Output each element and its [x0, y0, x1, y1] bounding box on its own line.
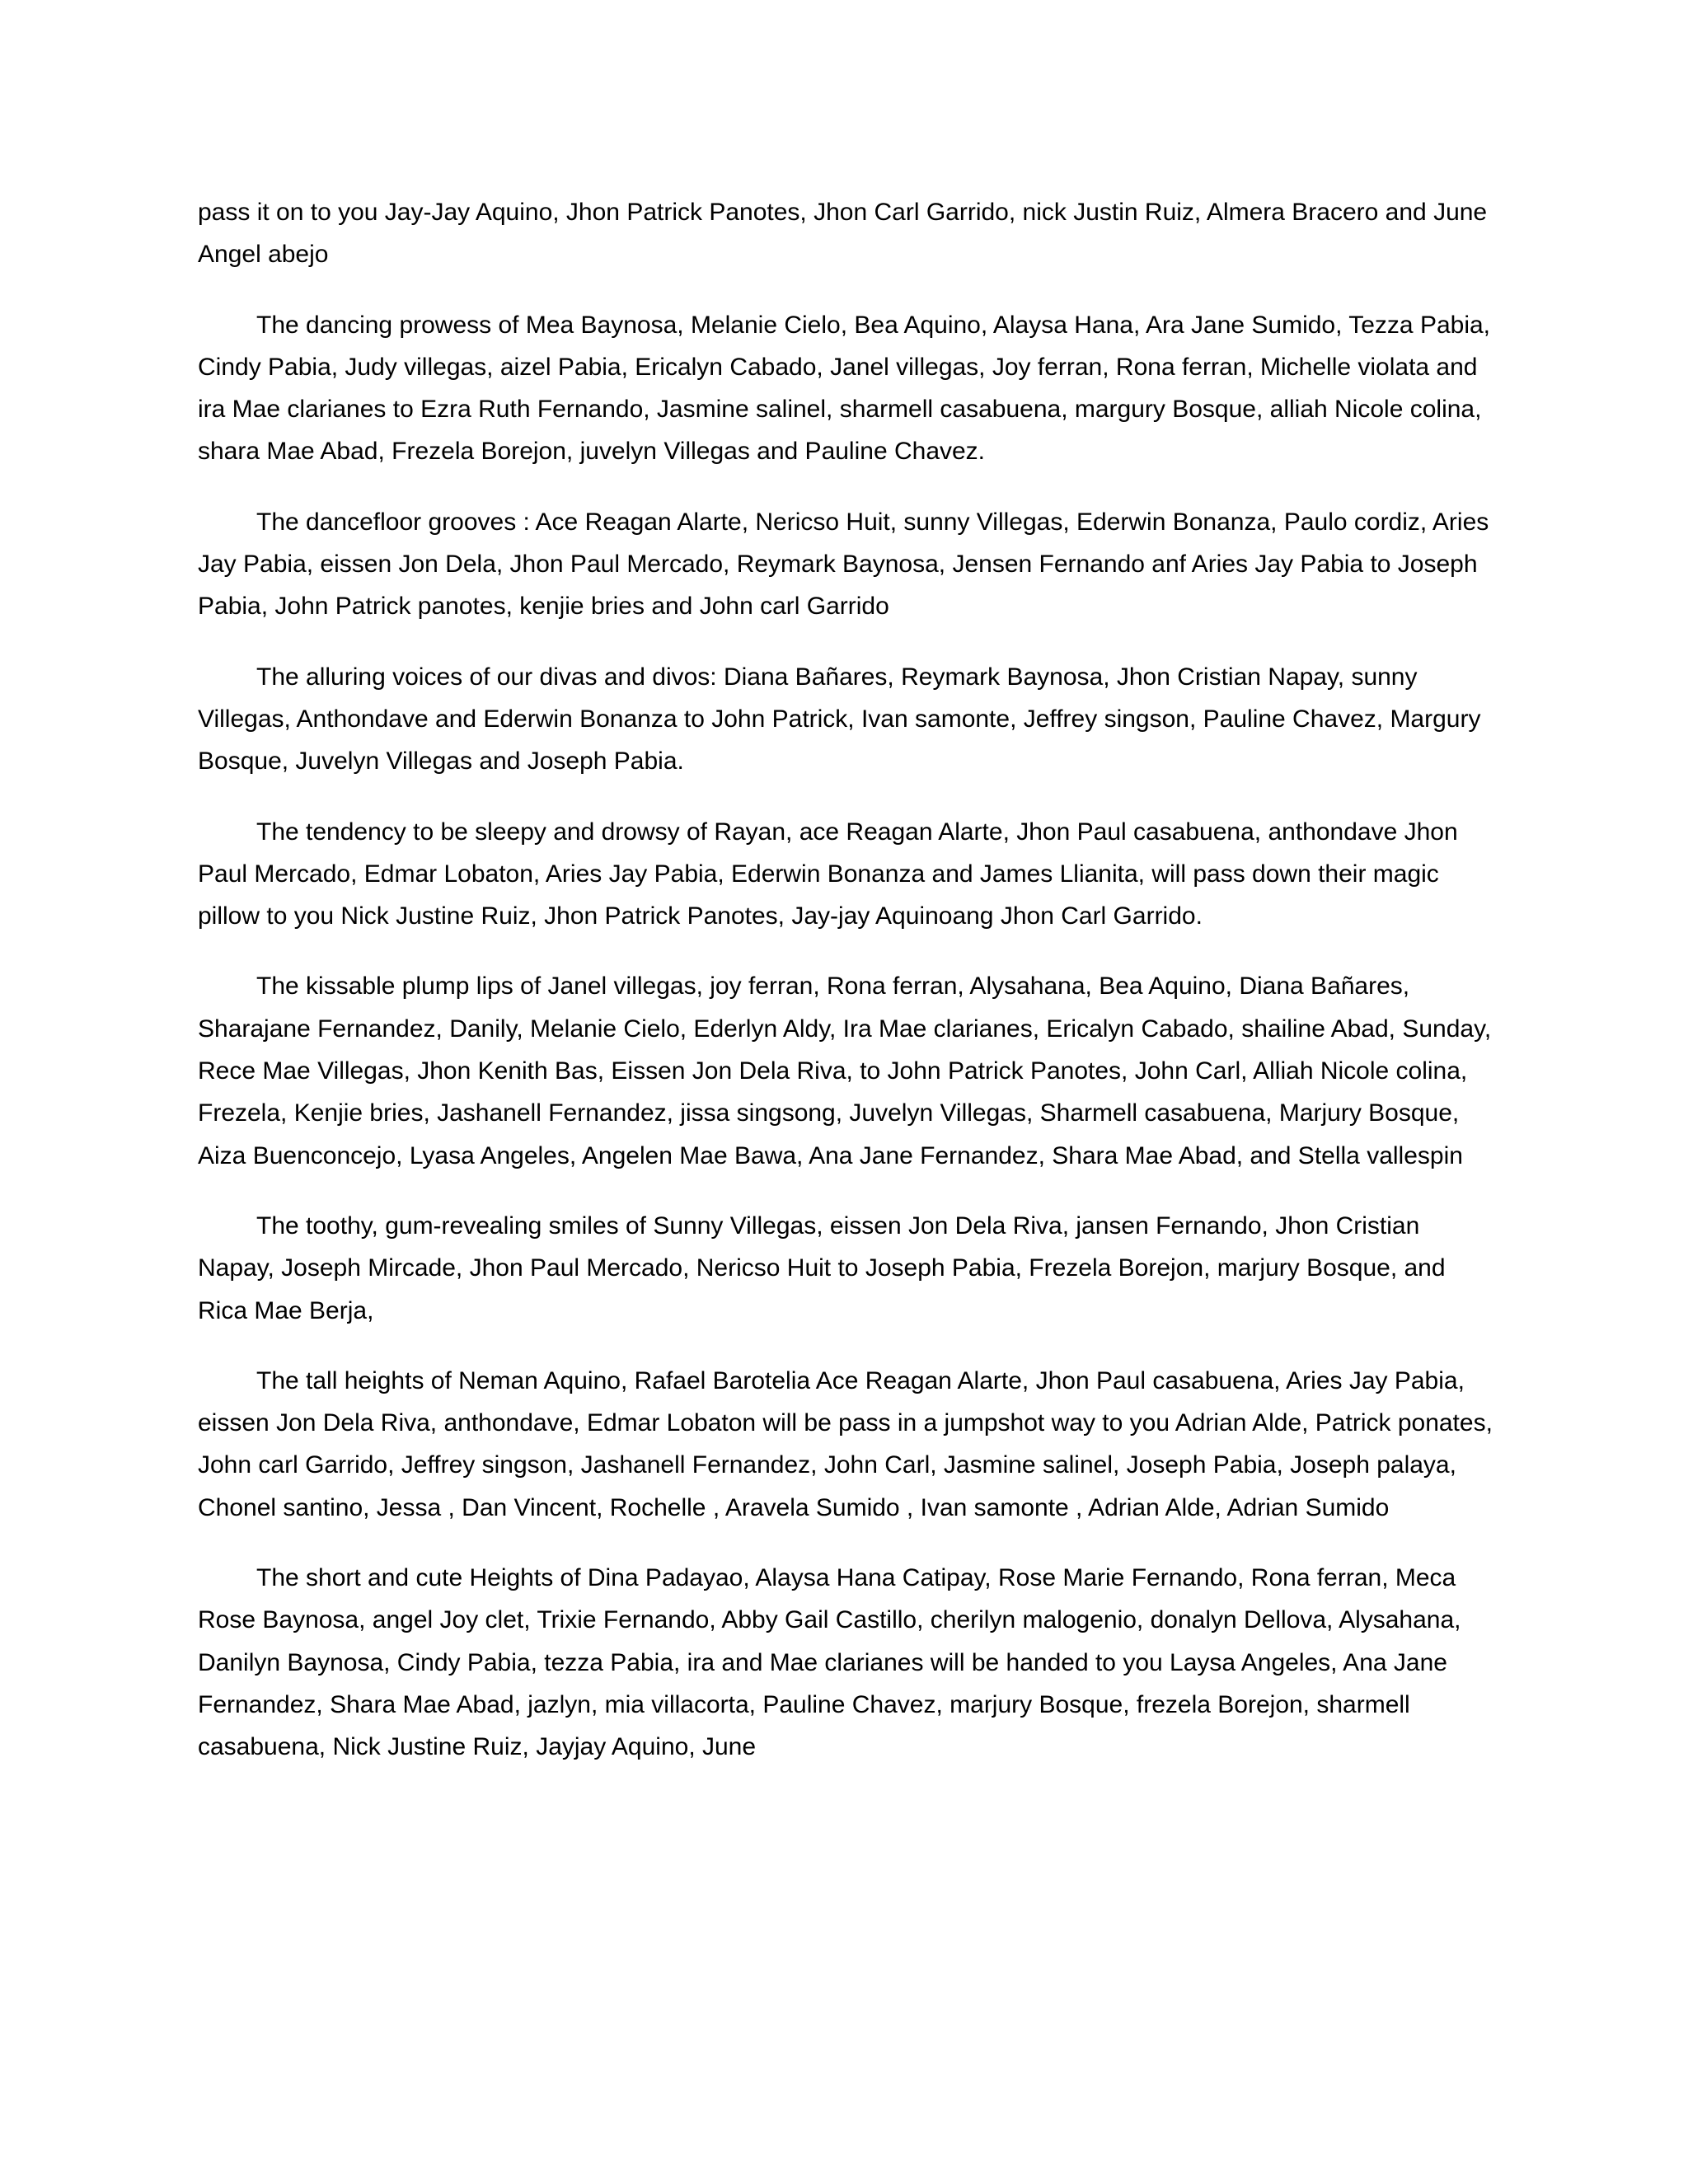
- paragraph-2: The dancing prowess of Mea Baynosa, Melanie Cielo, Bea Aquino, Alaysa Hana, Ara Jane Sumido, Tezza Pabia, Cindy Pabia, Judy villegas, aizel Pabia, Ericalyn Cabado, Janel villegas, Joy ferran, Rona ferran, Michelle violata and ira Mae clarianes to Ezra Ruth Fernando, Jasmine salinel, sharmell casabuena, margury Bosque, alliah Nicole colina, shara Mae Abad, Frezela Borejon, juvelyn Villegas and Pauline Chavez.: [198, 311, 1491, 466]
- paragraph-8: The tall heights of Neman Aquino, Rafael Barotelia Ace Reagan Alarte, Jhon Paul casabuena, Aries Jay Pabia, eissen Jon Dela Riva, anthondave, Edmar Lobaton will be pass in a jumpshot way to you Adrian Alde, Patrick ponates, John carl Garrido, Jeffrey singson, Jashanell Fernandez, John Carl, Jasmine salinel, Joseph Pabia, Joseph palaya, Chonel santino, Jessa , Dan Vincent, Rochelle , Aravela Sumido , Ivan samonte , Adrian Alde, Adrian Sumido: [198, 1366, 1493, 1521]
- paragraph-7: The toothy, gum-revealing smiles of Sunny Villegas, eissen Jon Dela Riva, jansen Fernando, Jhon Cristian Napay, Joseph Mircade, Jhon Paul Mercado, Nericso Huit to Joseph Pabia, Frezela Borejon, marjury Bosque, and Rica Mae Berja,: [198, 1212, 1446, 1324]
- paragraph-4: The alluring voices of our divas and divos: Diana Bañares, Reymark Baynosa, Jhon Cristian Napay, sunny Villegas, Anthondave and Ederwin Bonanza to John Patrick, Ivan samonte, Jeffrey singson, Pauline Chavez, Margury Bosque, Juvelyn Villegas and Joseph Pabia.: [198, 663, 1481, 776]
- paragraph-3: The dancefloor grooves : Ace Reagan Alarte, Nericso Huit, sunny Villegas, Ederwin Bonanza, Paulo cordiz, Aries Jay Pabia, eissen Jon Dela, Jhon Paul Mercado, Reymark Baynosa, Jensen Fernando anf Aries Jay Pabia to Joseph Pabia, John Patrick panotes, kenjie bries and John carl Garrido: [198, 508, 1489, 621]
- document-body: [198, 191, 1500, 1797]
- paragraph-9: The short and cute Heights of Dina Padayao, Alaysa Hana Catipay, Rose Marie Fernando, Rona ferran, Meca Rose Baynosa, angel Joy clet, Trixie Fernando, Abby Gail Castillo, cherilyn malogenio, donalyn Dellova, Alysahana, Danilyn Baynosa, Cindy Pabia, tezza Pabia, ira and Mae clarianes will be handed to you Laysa Angeles, Ana Jane Fernandez, Shara Mae Abad, jazlyn, mia villacorta, Pauline Chavez, marjury Bosque, frezela Borejon, sharmell casabuena, Nick Justine Ruiz, Jayjay Aquino, June: [198, 1564, 1461, 1761]
- paragraph-6: The kissable plump lips of Janel villegas, joy ferran, Rona ferran, Alysahana, Bea Aquino, Diana Bañares, Sharajane Fernandez, Danily, Melanie Cielo, Ederlyn Aldy, Ira Mae clarianes, Ericalyn Cabado, shailine Abad, Sunday, Rece Mae Villegas, Jhon Kenith Bas, Eissen Jon Dela Riva, to John Patrick Panotes, John Carl, Alliah Nicole colina, Frezela, Kenjie bries, Jashanell Fernandez, jissa singsong, Juvelyn Villegas, Sharmell casabuena, Marjury Bosque, Aiza Buenconcejo, Lyasa Angeles, Angelen Mae Bawa, Ana Jane Fernandez, Shara Mae Abad, and Stella vallespin: [198, 972, 1492, 1169]
- paragraph-1: pass it on to you Jay-Jay Aquino, Jhon Patrick Panotes, Jhon Carl Garrido, nick Justin Ruiz, Almera Bracero and June Angel abejo: [198, 199, 1488, 269]
- paragraph-5: The tendency to be sleepy and drowsy of Rayan, ace Reagan Alarte, Jhon Paul casabuena, anthondave Jhon Paul Mercado, Edmar Lobaton, Aries Jay Pabia, Ederwin Bonanza and James Llianita, will pass down their magic pillow to you Nick Justine Ruiz, Jhon Patrick Panotes, Jay-jay Aquinoang Jhon Carl Garrido.: [198, 818, 1458, 930]
